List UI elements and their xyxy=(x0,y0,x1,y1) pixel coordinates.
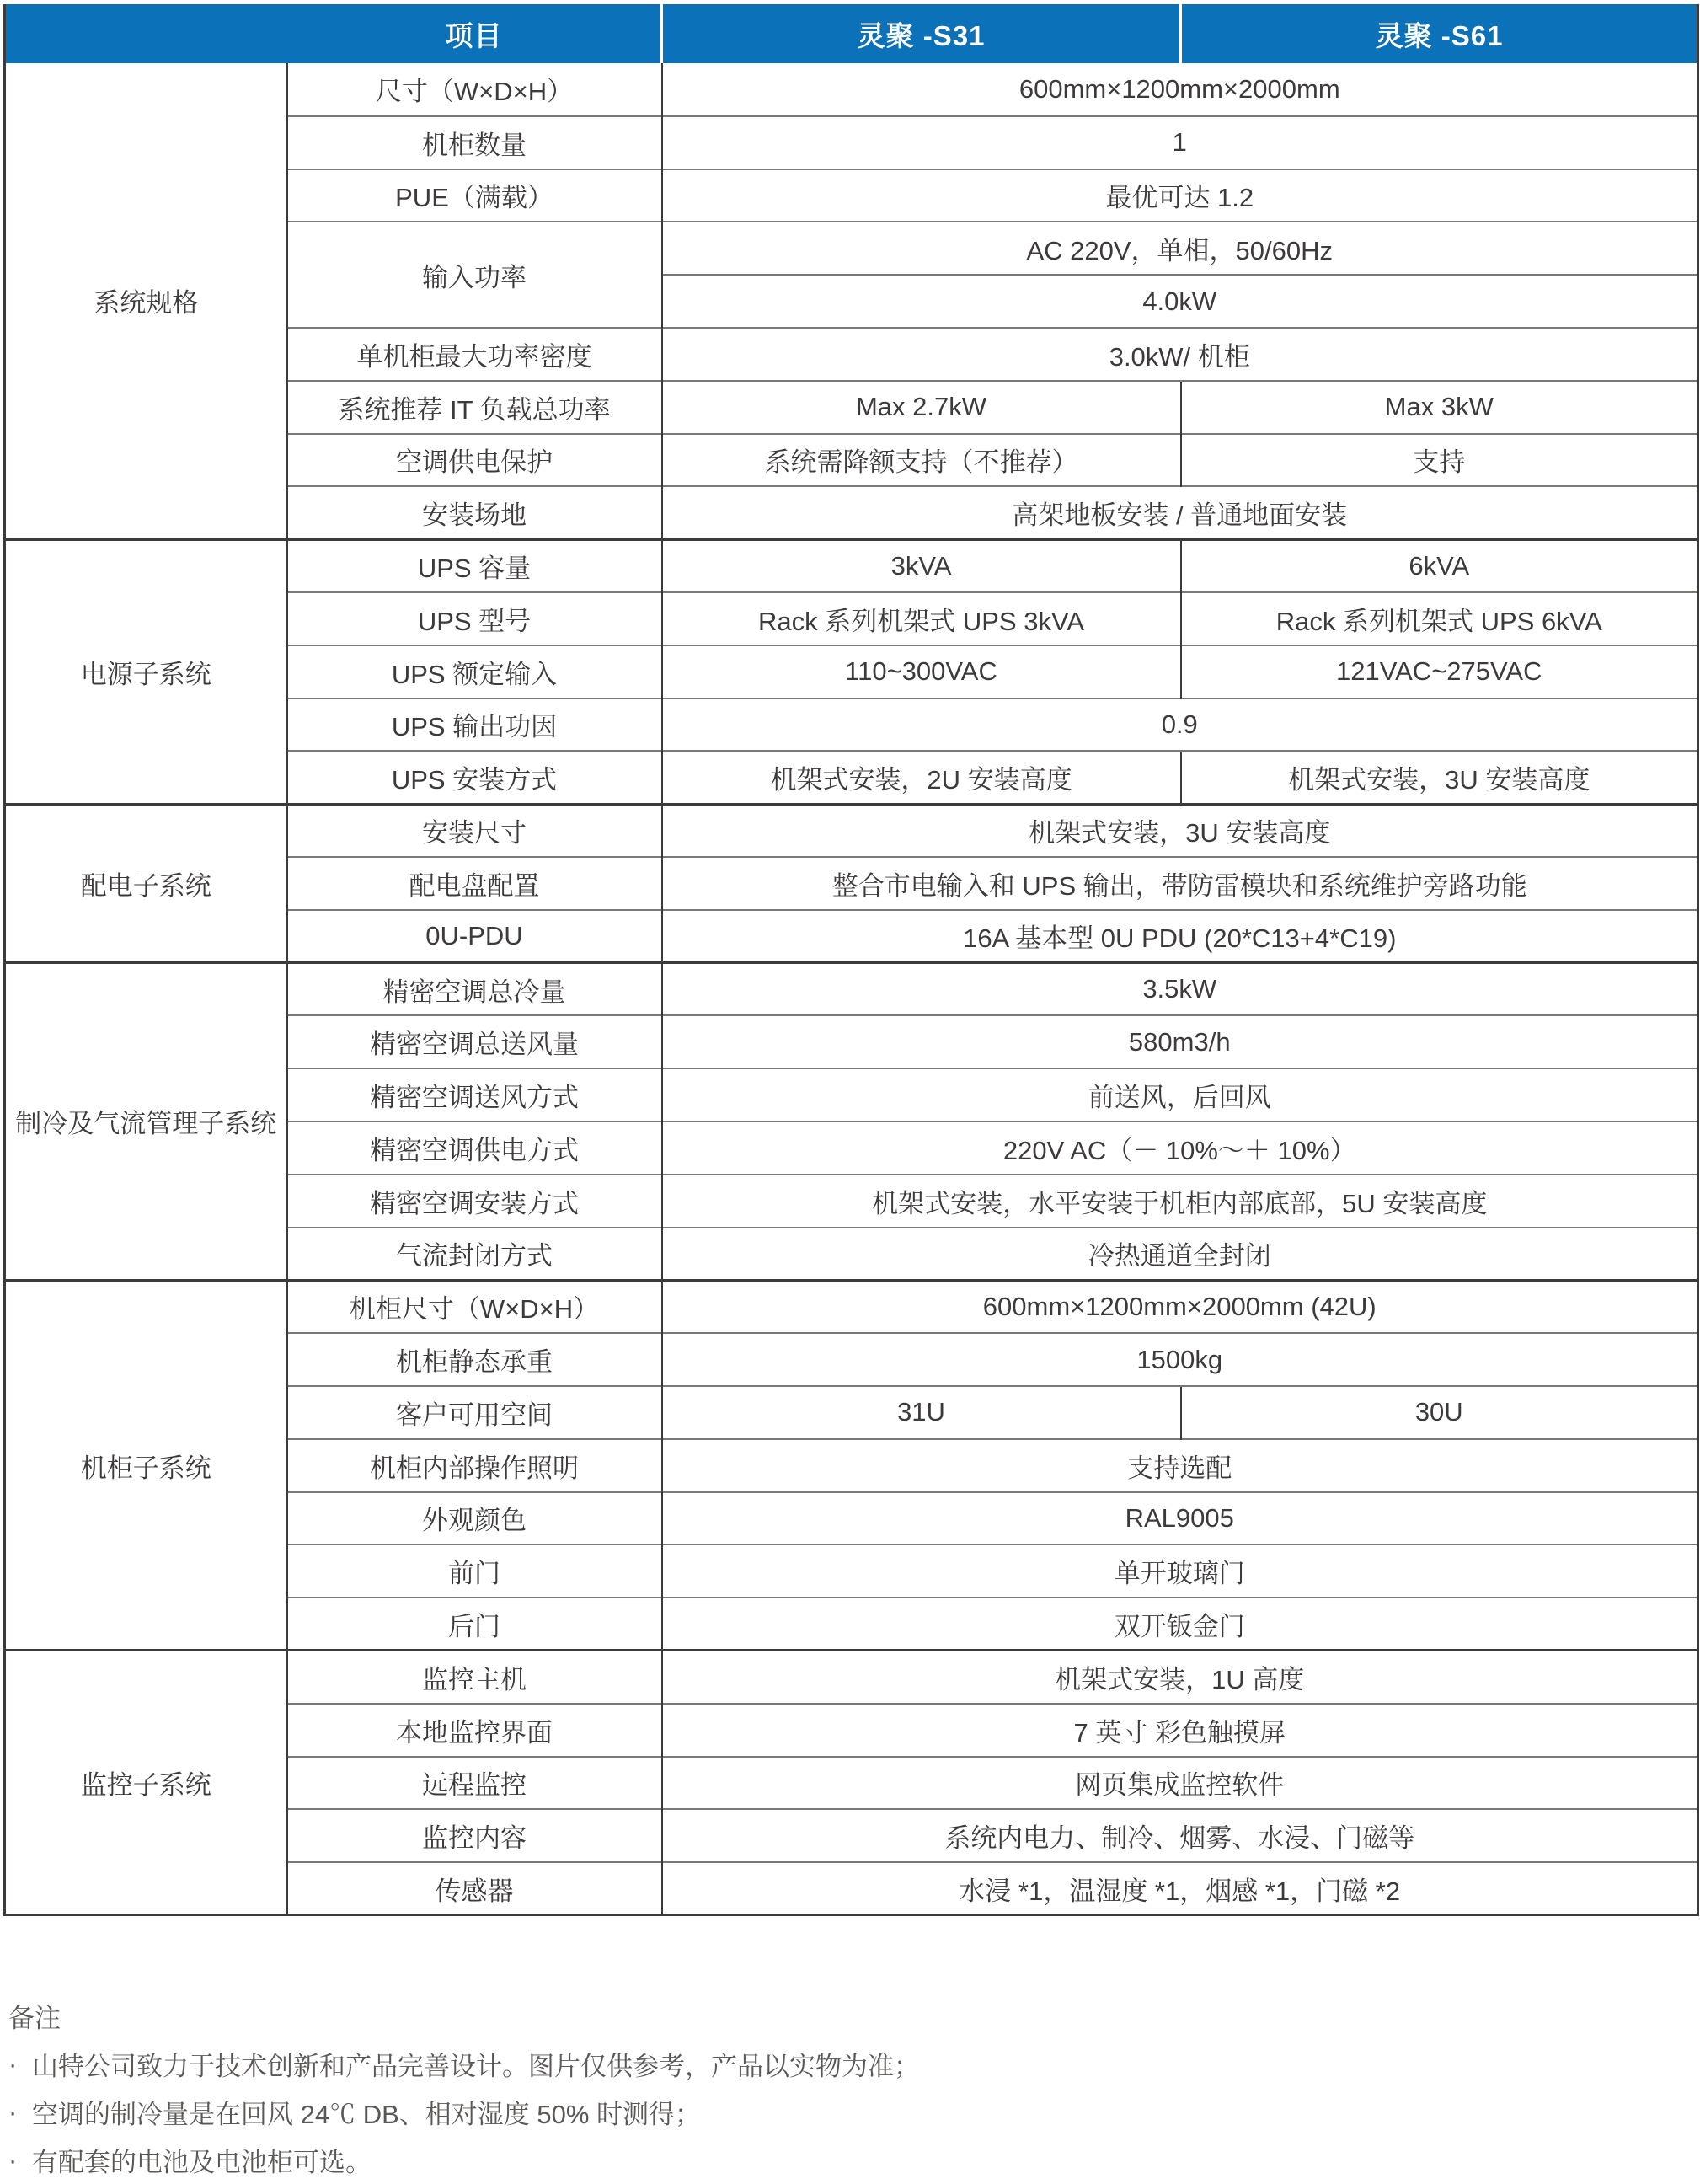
spec-label-cell: 机柜数量 xyxy=(287,116,662,169)
spec-value-cell: 最优可达 1.2 xyxy=(662,169,1698,222)
spec-value-cell: 机架式安装，1U 高度 xyxy=(662,1651,1698,1704)
spec-value-cell: 双开钣金门 xyxy=(662,1598,1698,1651)
spec-value-cell: 31U xyxy=(662,1386,1181,1439)
spec-value-cell: 冷热通道全封闭 xyxy=(662,1228,1698,1281)
notes-list xyxy=(8,2040,1700,2184)
spec-label-cell: 0U-PDU xyxy=(287,910,662,963)
notes xyxy=(8,1992,1700,2184)
spec-value-cell: Rack 系列机架式 UPS 6kVA xyxy=(1181,592,1698,645)
spec-row xyxy=(5,63,1698,116)
spec-value-cell: 16A 基本型 0U PDU (20*C13+4*C19) xyxy=(662,910,1698,963)
spec-value-cell: 7 英寸 彩色触摸屏 xyxy=(662,1704,1698,1757)
spec-label-cell: 监控内容 xyxy=(287,1809,662,1862)
spec-label-cell: 尺寸（W×D×H） xyxy=(287,63,662,116)
spec-value-cell: 系统需降额支持（不推荐） xyxy=(662,434,1181,487)
spec-value-cell: 网页集成监控软件 xyxy=(662,1757,1698,1810)
spec-value-cell: 110~300VAC xyxy=(662,645,1181,699)
spec-label-cell: 空调供电保护 xyxy=(287,434,662,487)
spec-table xyxy=(3,4,1699,1916)
spec-value-cell: 30U xyxy=(1181,1386,1698,1439)
spec-label-cell: 外观颜色 xyxy=(287,1492,662,1545)
spec-value-cell: 支持选配 xyxy=(662,1439,1698,1492)
spec-label-cell: UPS 容量 xyxy=(287,539,662,592)
note-text: 山特公司致力于技术创新和产品完善设计。图片仅供参考，产品以实物为准； xyxy=(32,2052,920,2082)
spec-label-cell: 精密空调总冷量 xyxy=(287,963,662,1016)
spec-value-cell: 1500kg xyxy=(662,1333,1698,1386)
notes-title: 备注 xyxy=(8,2004,61,2034)
spec-label-cell: UPS 型号 xyxy=(287,592,662,645)
section-label-cell: 制冷及气流管理子系统 xyxy=(5,963,287,1281)
spec-label-cell: 输入功率 xyxy=(287,222,662,328)
spec-value-cell: 220V AC（－ 10%～＋ 10%） xyxy=(662,1121,1698,1175)
spec-label-cell: 后门 xyxy=(287,1598,662,1651)
spec-row xyxy=(5,1280,1698,1333)
spec-value-cell: AC 220V，单相，50/60Hz xyxy=(662,222,1698,275)
spec-row xyxy=(5,539,1698,592)
spec-value-cell: RAL9005 xyxy=(662,1492,1698,1545)
header-row xyxy=(5,4,1698,63)
spec-value-cell: 机架式安装，3U 安装高度 xyxy=(1181,751,1698,804)
note-item xyxy=(8,2088,1700,2136)
section-label-cell: 监控子系统 xyxy=(5,1651,287,1915)
spec-value-cell: Max 3kW xyxy=(1181,381,1698,434)
note-bullet-icon: · xyxy=(8,2096,18,2127)
spec-table-body xyxy=(5,63,1698,1915)
spec-row xyxy=(5,1651,1698,1704)
note-item xyxy=(8,2136,1700,2184)
col-header-model-s61: 灵聚 -S61 xyxy=(1181,4,1698,63)
spec-value-cell: 3kVA xyxy=(662,539,1181,592)
section-label-cell: 机柜子系统 xyxy=(5,1280,287,1651)
spec-value-cell: 系统内电力、制冷、烟雾、水浸、门磁等 xyxy=(662,1809,1698,1862)
spec-label-cell: 气流封闭方式 xyxy=(287,1228,662,1281)
spec-label-cell: 配电盘配置 xyxy=(287,857,662,910)
spec-label-cell: 本地监控界面 xyxy=(287,1704,662,1757)
spec-label-cell: 安装场地 xyxy=(287,486,662,539)
section-label-cell: 配电子系统 xyxy=(5,804,287,962)
note-text: 有配套的电池及电池柜可选。 xyxy=(32,2148,372,2178)
spec-row xyxy=(5,963,1698,1016)
spec-label-cell: 精密空调安装方式 xyxy=(287,1175,662,1228)
spec-label-cell: 远程监控 xyxy=(287,1757,662,1810)
spec-value-cell: 整合市电输入和 UPS 输出，带防雷模块和系统维护旁路功能 xyxy=(662,857,1698,910)
spec-label-cell: UPS 额定输入 xyxy=(287,645,662,699)
spec-value-cell: 高架地板安装 / 普通地面安装 xyxy=(662,486,1698,539)
spec-table-header xyxy=(5,4,1698,63)
spec-label-cell: 精密空调总送风量 xyxy=(287,1015,662,1068)
spec-label-cell: 机柜静态承重 xyxy=(287,1333,662,1386)
spec-value-cell: 前送风，后回风 xyxy=(662,1068,1698,1121)
spec-value-cell: 3.0kW/ 机柜 xyxy=(662,328,1698,381)
spec-label-cell: 客户可用空间 xyxy=(287,1386,662,1439)
spec-value-cell: 580m3/h xyxy=(662,1015,1698,1068)
col-header-model-s31: 灵聚 -S31 xyxy=(662,4,1181,63)
spec-label-cell: 系统推荐 IT 负载总功率 xyxy=(287,381,662,434)
spec-sheet-page xyxy=(0,4,1700,2178)
spec-value-cell: 单开玻璃门 xyxy=(662,1544,1698,1598)
section-label-cell: 电源子系统 xyxy=(5,539,287,804)
spec-label-cell: PUE（满载） xyxy=(287,169,662,222)
spec-value-cell: 121VAC~275VAC xyxy=(1181,645,1698,699)
spec-value-cell: 0.9 xyxy=(662,699,1698,752)
spec-value-cell: 600mm×1200mm×2000mm (42U) xyxy=(662,1280,1698,1333)
note-bullet-icon: · xyxy=(8,2144,18,2175)
spec-label-cell: 机柜内部操作照明 xyxy=(287,1439,662,1492)
spec-value-cell: 机架式安装，3U 安装高度 xyxy=(662,804,1698,857)
note-bullet-icon: · xyxy=(8,2048,18,2079)
spec-label-cell: 监控主机 xyxy=(287,1651,662,1704)
section-label-cell: 系统规格 xyxy=(5,63,287,539)
spec-label-cell: 精密空调供电方式 xyxy=(287,1121,662,1175)
spec-row xyxy=(5,804,1698,857)
spec-value-cell: 4.0kW xyxy=(662,275,1698,328)
spec-value-cell: 机架式安装，水平安装于机柜内部底部，5U 安装高度 xyxy=(662,1175,1698,1228)
spec-value-cell: 1 xyxy=(662,116,1698,169)
spec-label-cell: 传感器 xyxy=(287,1862,662,1915)
spec-value-cell: 支持 xyxy=(1181,434,1698,487)
spec-label-cell: UPS 安装方式 xyxy=(287,751,662,804)
spec-value-cell: Rack 系列机架式 UPS 3kVA xyxy=(662,592,1181,645)
spec-value-cell: 机架式安装，2U 安装高度 xyxy=(662,751,1181,804)
spec-value-cell: 6kVA xyxy=(1181,539,1698,592)
spec-label-cell: 精密空调送风方式 xyxy=(287,1068,662,1121)
spec-value-cell: 水浸 *1，温湿度 *1，烟感 *1，门磁 *2 xyxy=(662,1862,1698,1915)
spec-value-cell: 3.5kW xyxy=(662,963,1698,1016)
spec-label-cell: 单机柜最大功率密度 xyxy=(287,328,662,381)
spec-label-cell: UPS 输出功因 xyxy=(287,699,662,752)
col-header-item: 项目 xyxy=(5,4,662,63)
spec-label-cell: 机柜尺寸（W×D×H） xyxy=(287,1280,662,1333)
note-text: 空调的制冷量是在回风 24℃ DB、相对湿度 50% 时测得； xyxy=(32,2100,702,2130)
spec-label-cell: 前门 xyxy=(287,1544,662,1598)
spec-value-cell: 600mm×1200mm×2000mm xyxy=(662,63,1698,116)
spec-value-cell: Max 2.7kW xyxy=(662,381,1181,434)
note-item xyxy=(8,2040,1700,2088)
spec-label-cell: 安装尺寸 xyxy=(287,804,662,857)
